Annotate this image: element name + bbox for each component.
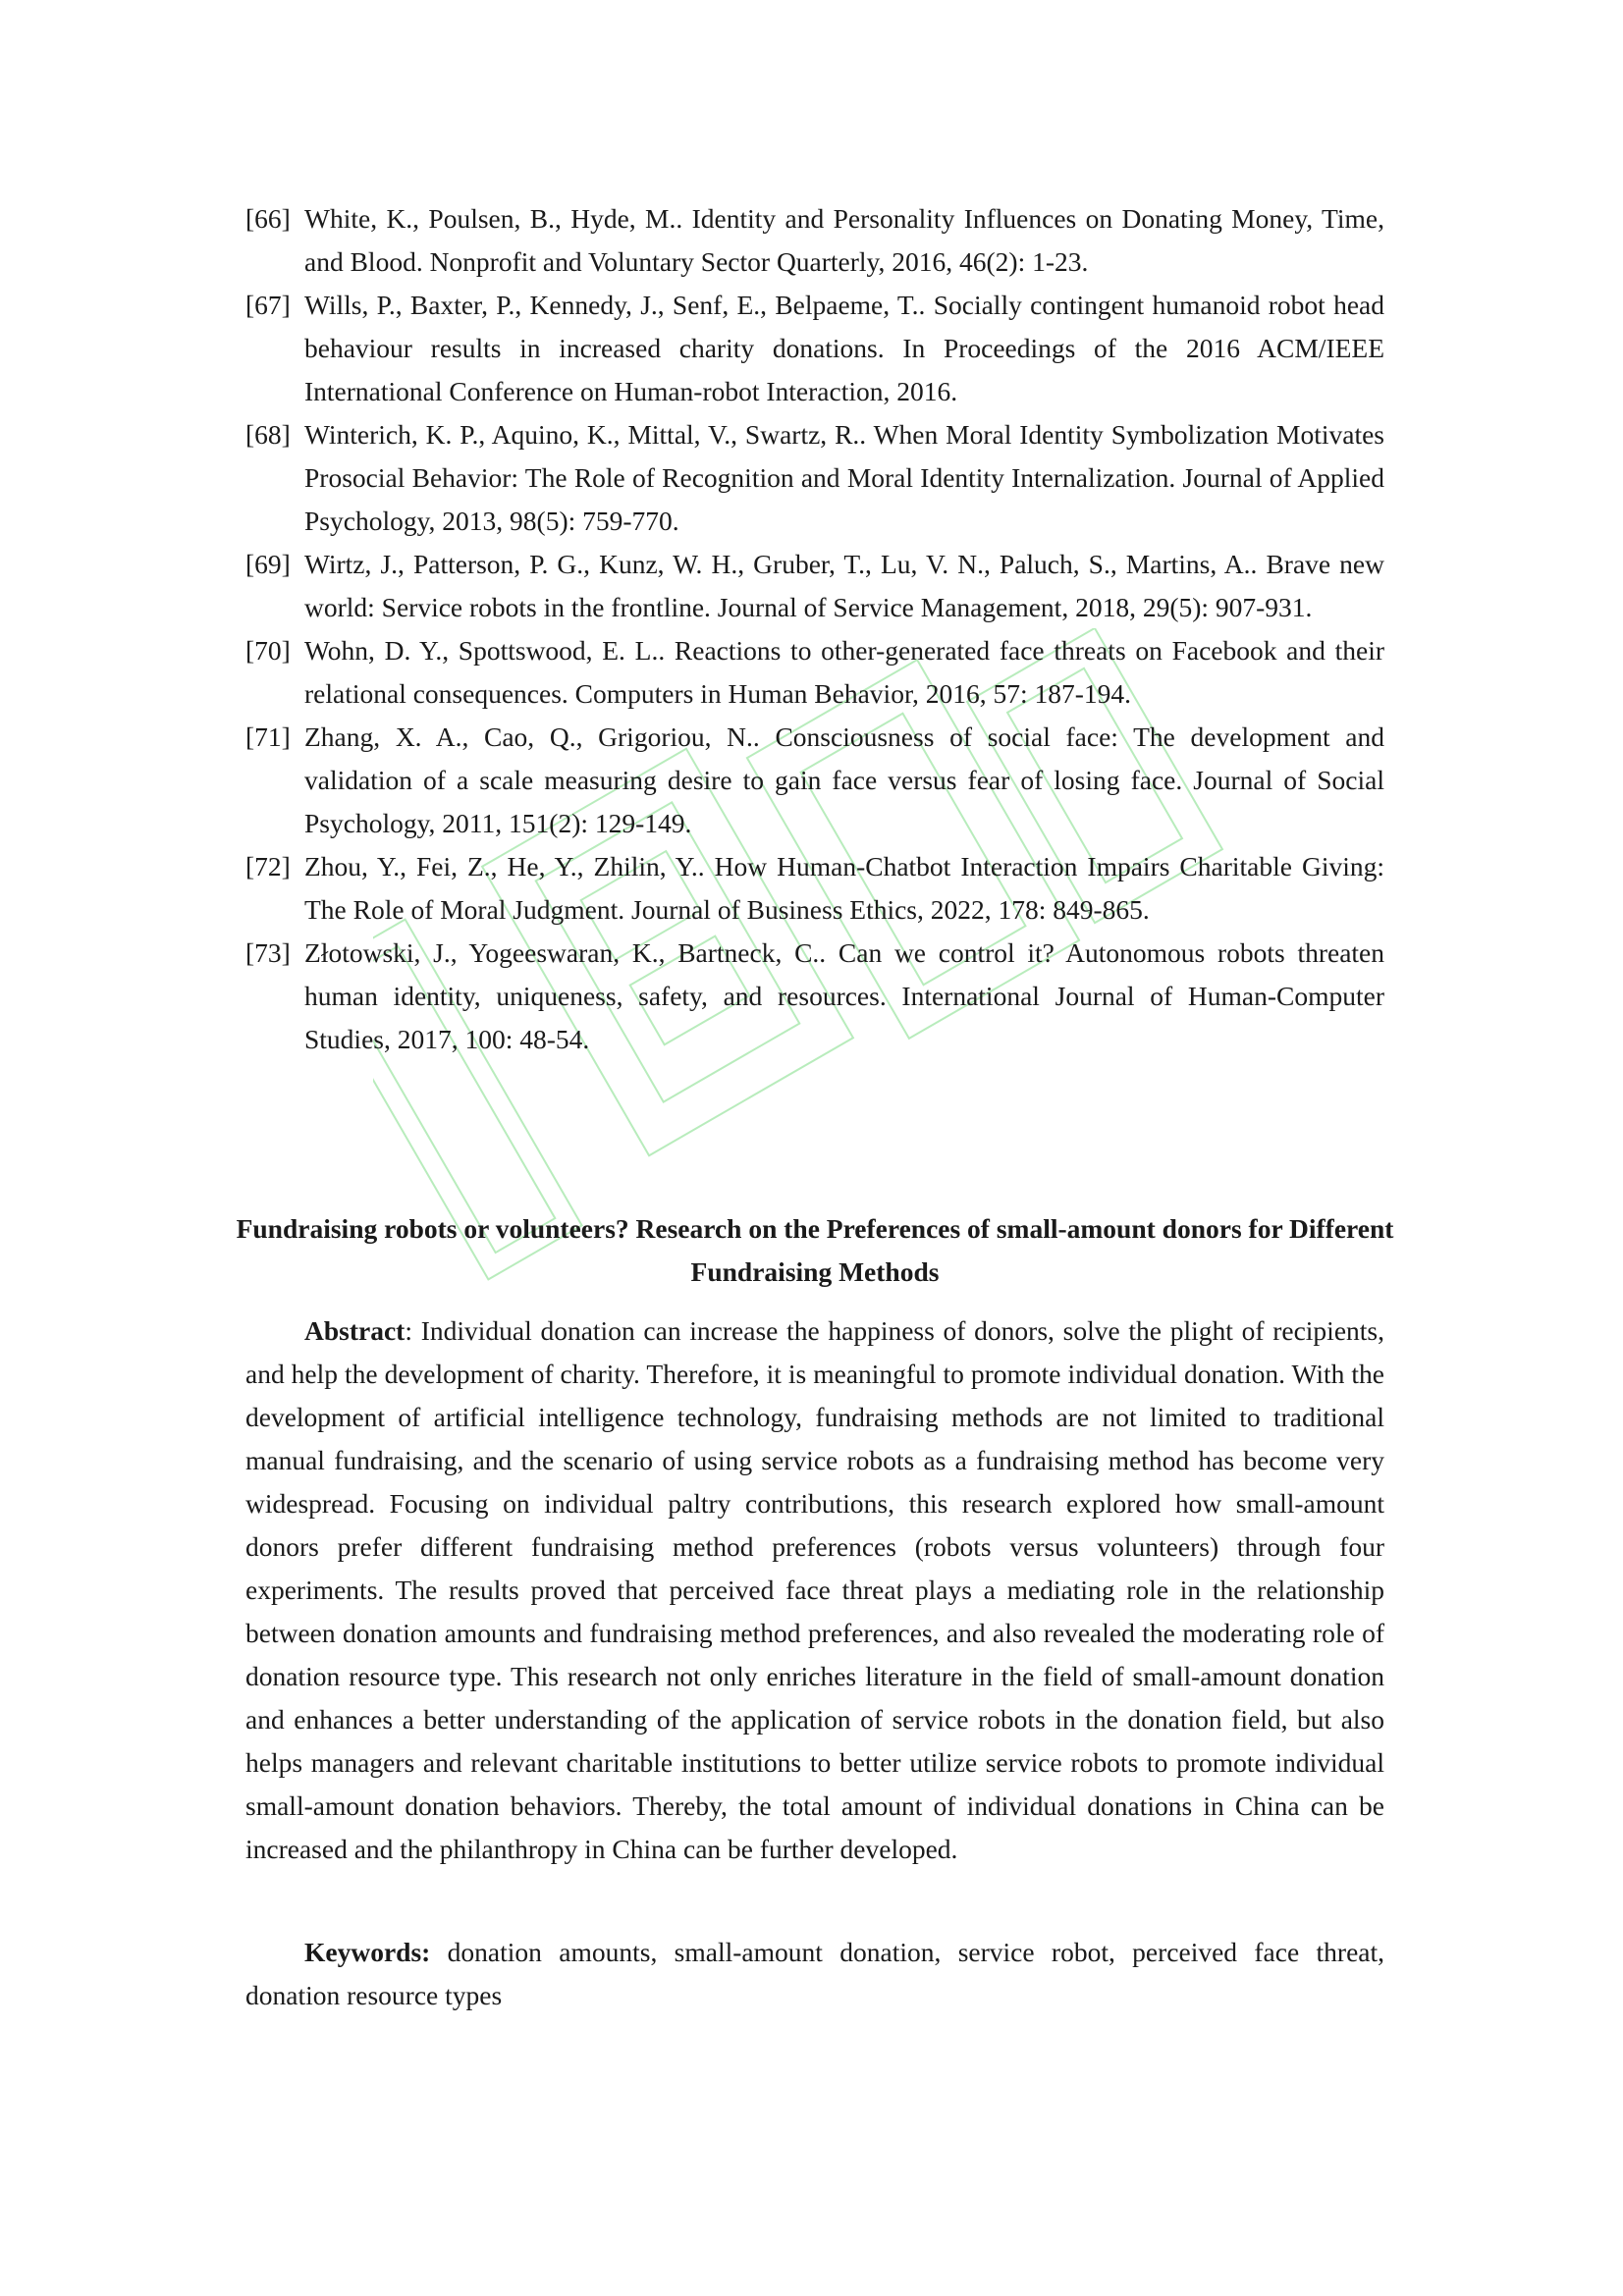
keywords-label: Keywords: bbox=[304, 1937, 431, 1967]
reference-item bbox=[245, 629, 1384, 716]
reference-list bbox=[245, 197, 1384, 1061]
reference-item bbox=[245, 932, 1384, 1061]
abstract-paragraph bbox=[245, 1309, 1384, 1871]
reference-text: Wills, P., Baxter, P., Kennedy, J., Senf, E., Belpaeme, T.. Socially contingent humanoid robot head behaviour results in increased charity donations. In Proceedings of the 2016 ACM/IEEE International Conference on Human-robot Interaction, 2016. bbox=[304, 290, 1384, 406]
reference-number: [67] bbox=[245, 290, 291, 320]
reference-number: [68] bbox=[245, 419, 291, 450]
reference-item bbox=[245, 284, 1384, 413]
abstract-text: : Individual donation can increase the happiness of donors, solve the plight of recipients, and help the development of charity. Therefore, it is meaningful to promote individual donation. With the development of artificial intelligence technology, fundraising methods are not limited to traditional manual fundraising, and the scenario of using service robots as a fundraising method has become very widespread. Focusing on individual paltry contributions, this research explored how small-amount donors prefer different fundraising method preferences (robots versus volunteers) through four experiments. The results proved that perceived face threat plays a mediating role in the relationship between donation amounts and fundraising method preferences, and also revealed the moderating role of donation resource type. This research not only enriches literature in the field of small-amount donation and enhances a better understanding of the application of service robots in the donation field, but also helps managers and relevant charitable institutions to better utilize service robots to promote individual small-amount donation behaviors. Thereby, the total amount of individual donations in China can be increased and the philanthropy in China can be further developed. bbox=[245, 1315, 1384, 1864]
keywords-paragraph bbox=[245, 1931, 1384, 2017]
reference-text: Zhou, Y., Fei, Z., He, Y., Zhilin, Y.. How Human-Chatbot Interaction Impairs Charitable Giving: The Role of Moral Judgment. Journal of Business Ethics, 2022, 178: 849-865. bbox=[304, 851, 1384, 925]
reference-number: [70] bbox=[245, 635, 291, 666]
reference-text: Zhang, X. A., Cao, Q., Grigoriou, N.. Consciousness of social face: The development and validation of a scale measuring desire to gain face versus fear of losing face. Journal of Social Psychology, 2011, 151(2): 129-149. bbox=[304, 721, 1384, 838]
reference-item bbox=[245, 543, 1384, 629]
reference-item bbox=[245, 197, 1384, 284]
reference-number: [69] bbox=[245, 549, 291, 579]
paper-title: Fundraising robots or volunteers? Research on the Preferences of small-amount donors for Different Fundraising Methods bbox=[236, 1213, 1394, 1287]
reference-item bbox=[245, 845, 1384, 932]
reference-number: [73] bbox=[245, 937, 291, 968]
reference-text: White, K., Poulsen, B., Hyde, M.. Identity and Personality Influences on Donating Money, Time, and Blood. Nonprofit and Voluntary Sector Quarterly, 2016, 46(2): 1-23. bbox=[304, 203, 1384, 277]
reference-number: [71] bbox=[245, 721, 291, 752]
reference-item bbox=[245, 716, 1384, 845]
keywords-text: donation amounts, small-amount donation, service robot, perceived face threat, donation resource types bbox=[245, 1937, 1384, 2010]
abstract-label: Abstract bbox=[304, 1315, 406, 1346]
reference-number: [66] bbox=[245, 203, 291, 234]
reference-text: Winterich, K. P., Aquino, K., Mittal, V., Swartz, R.. When Moral Identity Symbolization Motivates Prosocial Behavior: The Role of Recognition and Moral Identity Internalization. Journal of Applied Psychology, 2013, 98(5): 759-770. bbox=[304, 419, 1384, 536]
reference-text: Złotowski, J., Yogeeswaran, K., Bartneck, C.. Can we control it? Autonomous robots threaten human identity, uniqueness, safety, and resources. International Journal of Human-Computer Studies, 2017, 100: 48-54. bbox=[304, 937, 1384, 1054]
reference-number: [72] bbox=[245, 851, 291, 881]
reference-item bbox=[245, 413, 1384, 543]
reference-text: Wirtz, J., Patterson, P. G., Kunz, W. H., Gruber, T., Lu, V. N., Paluch, S., Martins, A.. Brave new world: Service robots in the frontline. Journal of Service Management, 2018, 29(5): 907-931. bbox=[304, 549, 1384, 622]
reference-text: Wohn, D. Y., Spottswood, E. L.. Reactions to other-generated face threats on Facebook and their relational consequences. Computers in Human Behavior, 2016, 57: 187-194. bbox=[304, 635, 1384, 709]
